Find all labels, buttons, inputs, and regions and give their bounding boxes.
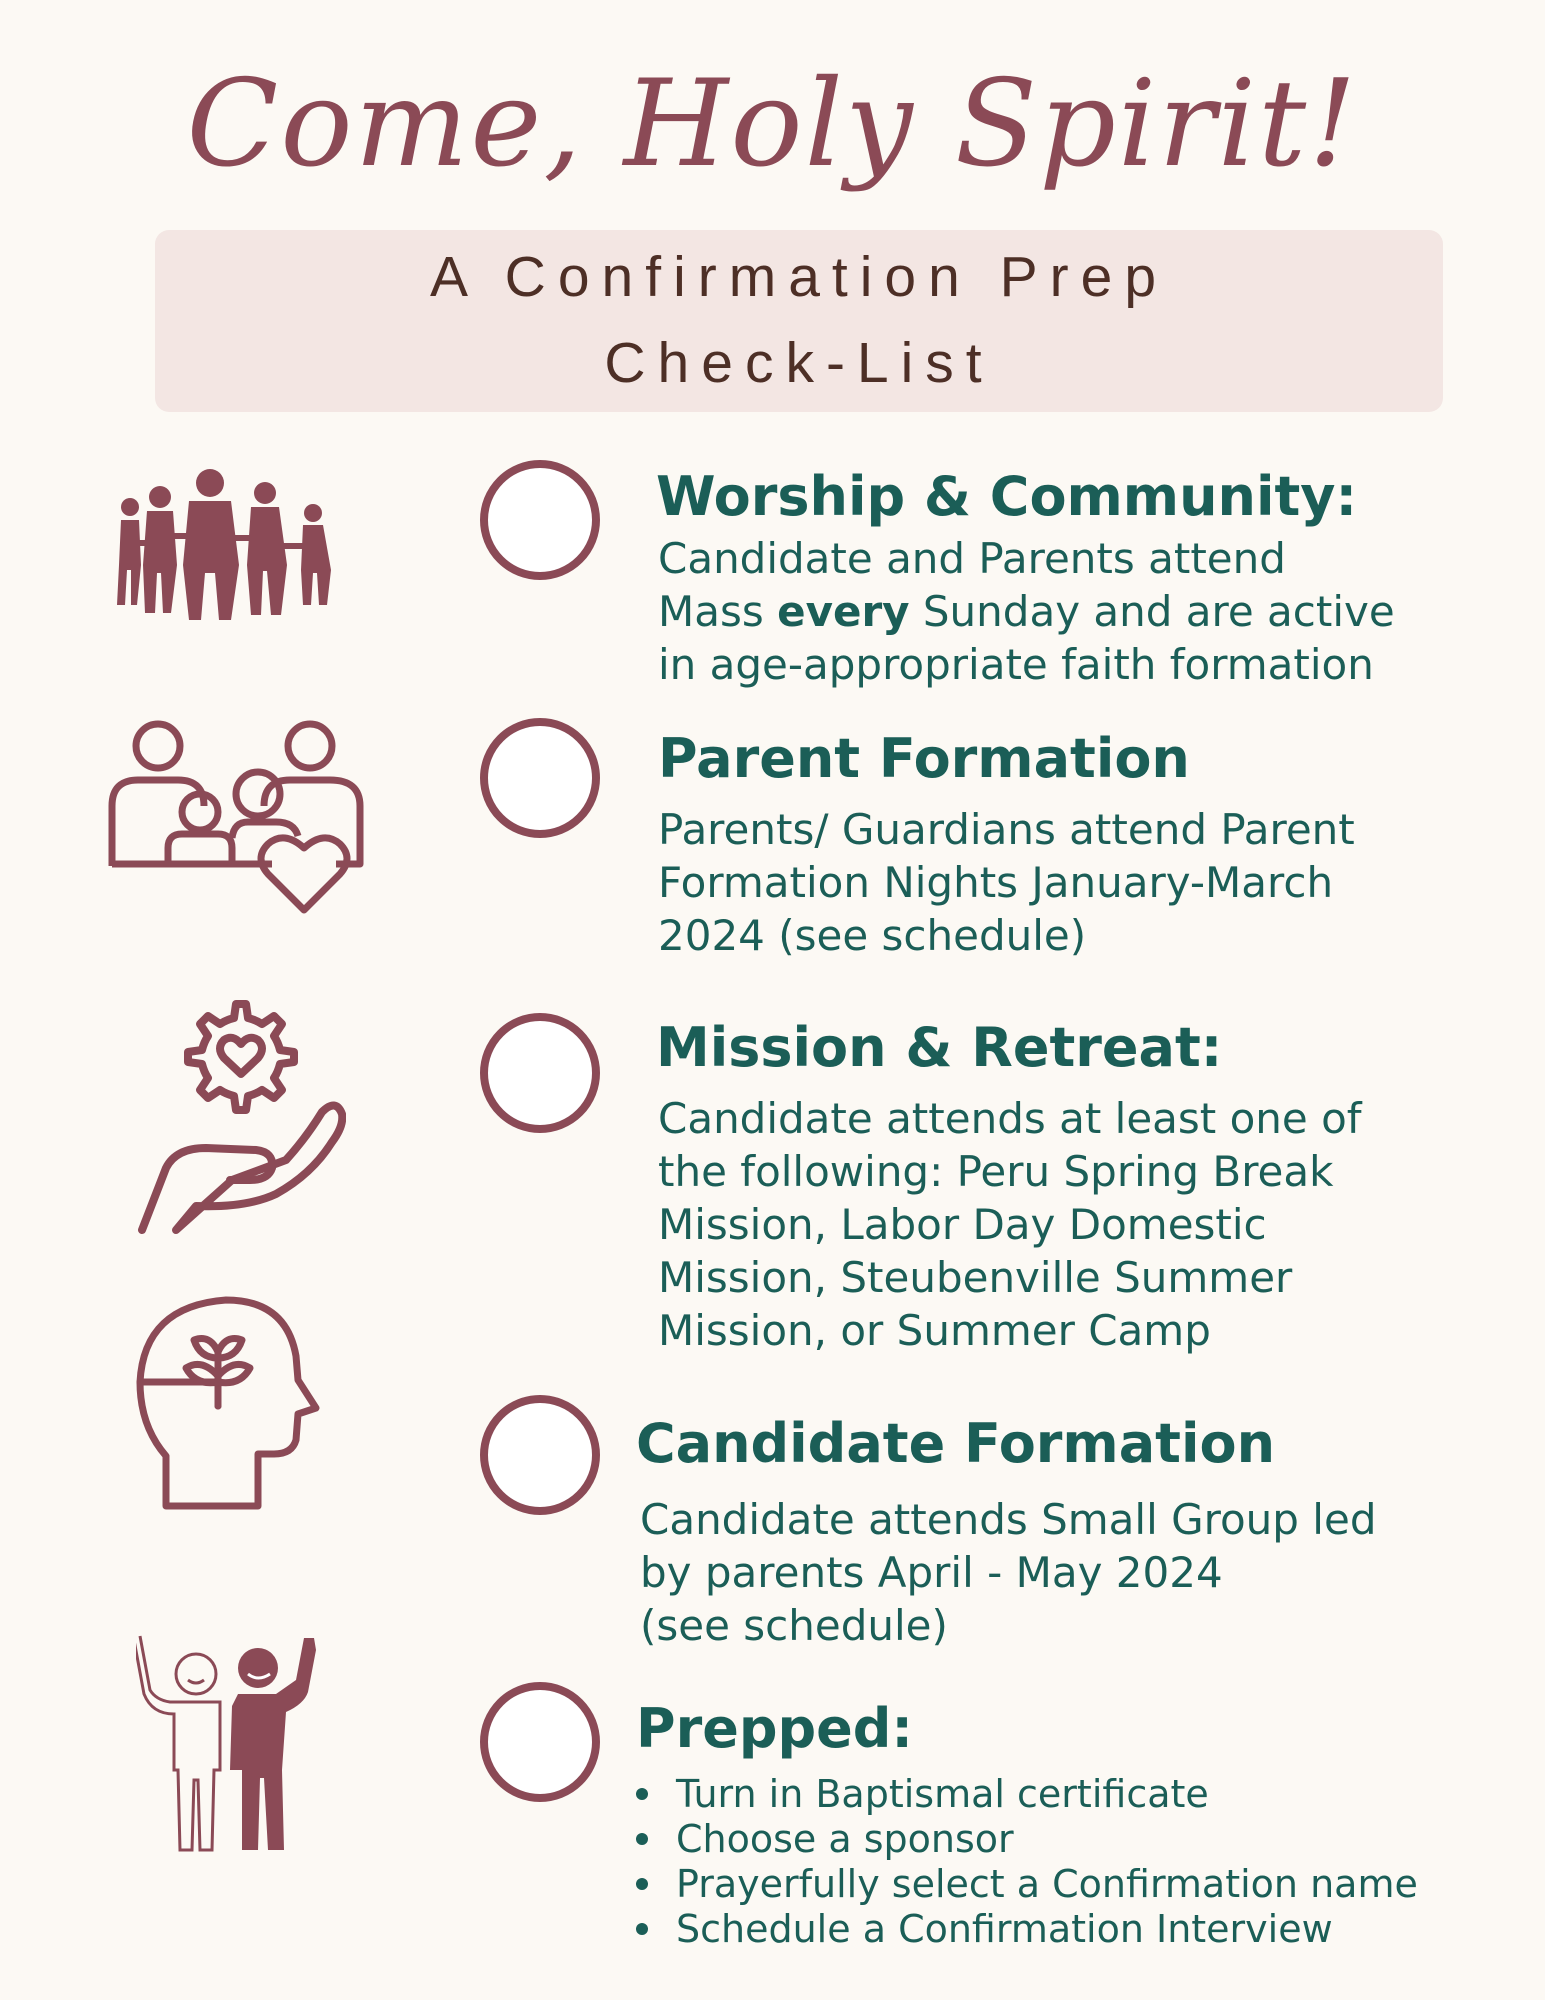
list-item <box>632 1862 1418 1907</box>
checkbox-parent-formation[interactable] <box>480 718 600 838</box>
bullet-icon <box>636 1788 648 1800</box>
bullet-icon <box>636 1878 648 1890</box>
bullet-icon <box>636 1833 648 1845</box>
desc-text: Sunday and are active <box>909 587 1395 636</box>
bullet-icon <box>636 1923 648 1935</box>
desc-line: in age-appropriate faith formation <box>658 640 1374 689</box>
item-desc-mission-retreat <box>658 1092 1362 1357</box>
item-title-prepped: Prepped: <box>636 1697 914 1760</box>
item-title-worship-community: Worship & Community: <box>656 465 1358 528</box>
list-item <box>632 1817 1418 1862</box>
desc-line: Mission, Steubenville Summer <box>658 1253 1293 1302</box>
desc-line <box>658 585 1395 638</box>
desc-line: Candidate and Parents attend <box>658 534 1286 583</box>
desc-line: by parents April - May 2024 <box>640 1548 1223 1597</box>
bullet-text: Turn in Baptismal certificate <box>676 1772 1209 1816</box>
subtitle-line-1: A Confirmation Prep <box>429 245 1169 309</box>
checkbox-candidate-formation[interactable] <box>480 1395 600 1515</box>
bullet-text: Prayerfully select a Confirmation name <box>676 1862 1418 1906</box>
desc-emphasis: every <box>777 587 910 636</box>
subtitle-box <box>155 230 1443 412</box>
item-title-candidate-formation: Candidate Formation <box>636 1412 1276 1475</box>
subtitle-line-2: Check-List <box>604 331 994 395</box>
item-title-parent-formation: Parent Formation <box>658 727 1190 790</box>
checkbox-prepped[interactable] <box>480 1682 600 1802</box>
item-desc-worship-community <box>658 532 1395 691</box>
desc-line: 2024 (see schedule) <box>658 911 1087 960</box>
desc-line: Mission, Labor Day Domestic <box>658 1200 1267 1249</box>
desc-line: Mission, or Summer Camp <box>658 1306 1211 1355</box>
desc-line: Formation Nights January-March <box>658 858 1334 907</box>
checkbox-mission-retreat[interactable] <box>480 1013 600 1133</box>
desc-line: Candidate attends Small Group led <box>640 1495 1377 1544</box>
bullet-text: Schedule a Confirmation Interview <box>676 1907 1333 1951</box>
item-desc-parent-formation <box>658 803 1355 962</box>
item-title-mission-retreat: Mission & Retreat: <box>656 1016 1223 1079</box>
list-item <box>632 1907 1418 1952</box>
people-holding-hands-icon <box>105 465 350 625</box>
prepped-bullet-list <box>632 1772 1418 1952</box>
desc-line: Parents/ Guardians attend Parent <box>658 805 1355 854</box>
desc-line: Candidate attends at least one of <box>658 1094 1362 1143</box>
checkbox-worship-community[interactable] <box>480 460 600 580</box>
hand-gear-heart-icon <box>136 998 346 1238</box>
desc-line: the following: Peru Spring Break <box>658 1147 1334 1196</box>
head-with-sprout-icon <box>136 1296 322 1510</box>
page-title: Come, Holy Spirit! <box>186 55 1359 194</box>
two-people-celebrating-icon <box>136 1630 322 1856</box>
desc-line: (see schedule) <box>640 1601 948 1650</box>
item-desc-candidate-formation <box>640 1493 1376 1652</box>
desc-text: Mass <box>658 587 778 636</box>
bullet-text: Choose a sponsor <box>676 1817 1014 1861</box>
list-item <box>632 1772 1418 1817</box>
family-heart-icon <box>108 718 368 918</box>
